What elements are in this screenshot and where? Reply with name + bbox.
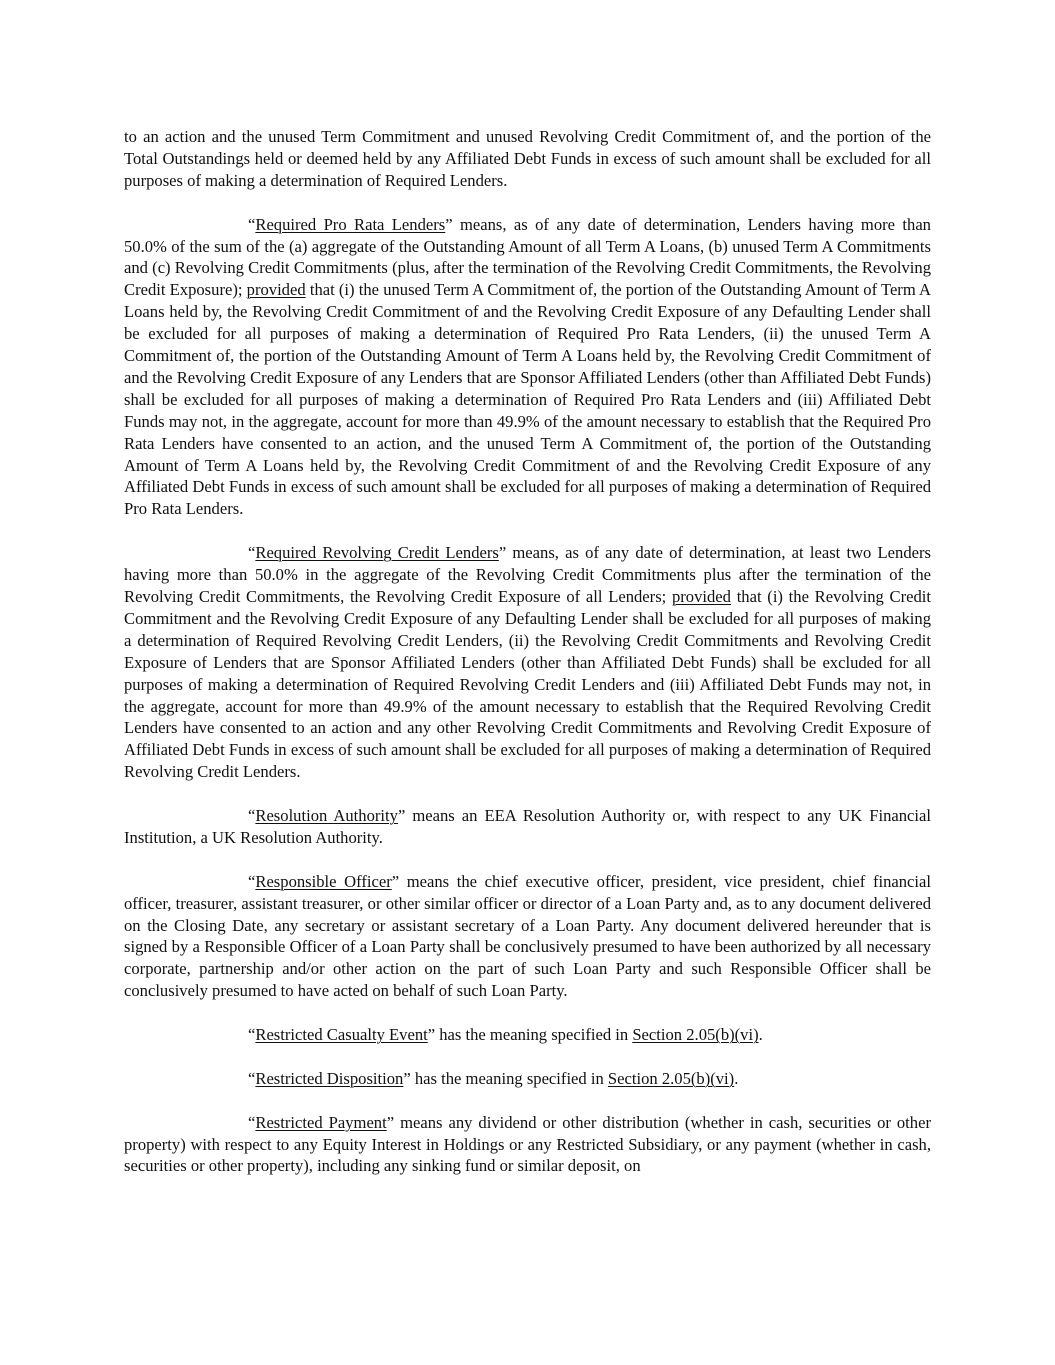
- defined-term: Restricted Disposition: [255, 1068, 404, 1088]
- definition-restricted-disposition: [124, 1068, 931, 1090]
- underlined-reference: provided: [246, 280, 306, 300]
- defined-term: Required Revolving Credit Lenders: [255, 543, 499, 563]
- document-page: [124, 126, 931, 1199]
- paragraph-text: “: [248, 1112, 256, 1132]
- paragraph-text: “: [248, 1025, 256, 1045]
- defined-term: Required Pro Rata Lenders: [255, 214, 446, 234]
- paragraph-text: that (i) the unused Term A Commitment of, the portion of the Outstanding Amount of Term A Loans held by, the Revolving Credit Commitment of and the Revolving Credit Exposure of any Defaulting Lender shall be excluded for all purposes of making a determination of Required Pro Rata Lenders, (ii) the unused Term A Commitment of, the portion of the Outstanding Amount of Term A Loans held by, the Revolving Credit Commitment of and the Revolving Credit Exposure of any Lenders that are Sponsor Affiliated Lenders (other than Affiliated Debt Funds) shall be excluded for all purposes of making a determination of Required Pro Rata Lenders and (iii) Affiliated Debt Funds may not, in the aggregate, account for more than 49.9% of the amount necessary to establish that the Required Pro Rata Lenders have consented to an action, and the unused Term A Commitment of, the portion of the Outstanding Amount of Term A Loans held by, the Revolving Credit Commitment of and the Revolving Credit Exposure of any Affiliated Debt Funds in excess of such amount shall be excluded for all purposes of making a determination of Required Pro Rata Lenders.: [124, 280, 931, 519]
- defined-term: Resolution Authority: [255, 806, 398, 826]
- paragraph-text: “: [248, 806, 256, 826]
- paragraph-text: ” means, as of any date of determination, at least two Lenders having more than 50.0% in the aggregate of the Revolving Credit Commitments plus after the termination of the Revolving Credit Commitments, the Revolving Credit Exposure of all Lenders;: [124, 543, 931, 606]
- defined-term: Restricted Payment: [255, 1112, 387, 1132]
- underlined-reference: provided: [671, 587, 731, 606]
- definition-restricted-payment: [124, 1112, 931, 1178]
- paragraph-text: “: [248, 1068, 256, 1088]
- definition-responsible-officer: [124, 871, 931, 1002]
- definition-required-pro-rata-lenders: [124, 214, 931, 521]
- paragraph-text: “: [248, 871, 256, 891]
- paragraph-required-lenders-continuation: [124, 126, 931, 192]
- paragraph-text: that (i) the Revolving Credit Commitment and the Revolving Credit Exposure of any Defaulting Lender shall be excluded for all purposes of making a determination of Required Revolving Credit Lenders, (ii) the Revolving Credit Commitments and Revolving Credit Exposure of Lenders that are Sponsor Affiliated Lenders (other than Affiliated Debt Funds) shall be excluded for all purposes of making a determination of Required Revolving Credit Lenders and (iii) Affiliated Debt Funds may not, in the aggregate, account for more than 49.9% of the amount necessary to establish that the Required Revolving Credit Lenders have consented to an action and any other Revolving Credit Commitments and Revolving Credit Exposure of Affiliated Debt Funds in excess of such amount shall be excluded for all purposes of making a determination of Required Revolving Credit Lenders.: [124, 587, 931, 782]
- paragraph-text: to an action and the unused Term Commitment and unused Revolving Credit Commitment of, and the portion of the Total Outstandings held or deemed held by any Affiliated Debt Funds in excess of such amount shall be excluded for all purposes of making a determination of Required Lenders.: [124, 127, 931, 190]
- paragraph-text: ” means, as of any date of determination, Lenders having more than 50.0% of the sum of the (a) aggregate of the Outstanding Amount of all Term A Loans, (b) unused Term A Commitments and (c) Revolving Credit Commitments (plus, after the termination of the Revolving Credit Commitments, the Revolving Credit Exposure);: [124, 214, 931, 300]
- paragraph-text: “: [248, 214, 256, 234]
- paragraph-text: “: [248, 543, 256, 563]
- paragraph-text: ” means an EEA Resolution Authority or, with respect to any UK Financial Institution, a UK Resolution Authority.: [124, 806, 932, 847]
- underlined-reference: Section 2.05(b)(vi): [632, 1025, 759, 1045]
- definition-restricted-casualty-event: [124, 1024, 931, 1046]
- definition-resolution-authority: [124, 805, 931, 849]
- paragraph-text: ” means any dividend or other distribution (whether in cash, securities or other property) with respect to any Equity Interest in Holdings or any Restricted Subsidiary, or any payment (whether in cash, securities or other property), including any sinking fund or similar deposit, on: [124, 1112, 931, 1176]
- definition-required-revolving-credit-lenders: [124, 542, 931, 783]
- paragraph-text: .: [734, 1068, 739, 1088]
- paragraph-text: .: [758, 1025, 763, 1045]
- underlined-reference: Section 2.05(b)(vi): [607, 1068, 735, 1088]
- paragraph-text: ” means the chief executive officer, president, vice president, chief financial officer, treasurer, assistant treasurer, or other similar officer or director of a Loan Party and, as to any document delivered on the Closing Date, any secretary or assistant secretary of a Loan Party. Any document delivered hereunder that is signed by a Responsible Officer of a Loan Party shall be conclusively presumed to have been authorized by all necessary corporate, partnership and/or other action on the part of such Loan Party and such Responsible Officer shall be conclusively presumed to have acted on behalf of such Loan Party.: [124, 871, 931, 1001]
- paragraph-text: ” has the meaning specified in: [403, 1068, 608, 1088]
- defined-term: Responsible Officer: [255, 871, 392, 891]
- defined-term: Restricted Casualty Event: [255, 1025, 428, 1045]
- paragraph-text: ” has the meaning specified in: [427, 1025, 633, 1045]
